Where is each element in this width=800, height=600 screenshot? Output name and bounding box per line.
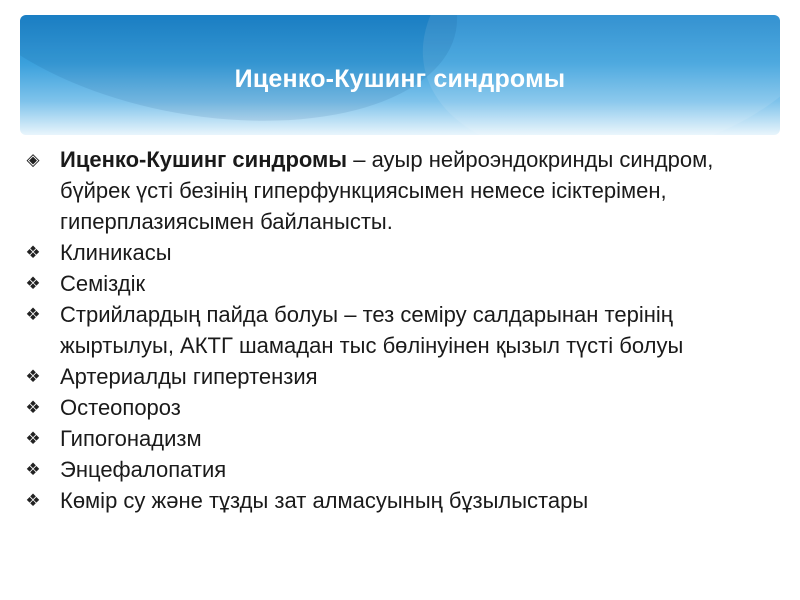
- list-item: [20, 423, 770, 454]
- list-item-text: Энцефалопатия: [60, 457, 227, 482]
- list-item-text: Стрийлардың пайда болуы – тез семіру салдарынан терінің жыртылуы, АКТГ шамадан тыс бөлінуінен қызыл түсті болуы: [60, 302, 684, 358]
- diamond-bullet-icon: ❖: [25, 367, 41, 386]
- diamond-bullet-icon: ❖: [25, 274, 41, 293]
- diamond-bullet-icon: ❖: [25, 491, 41, 510]
- list-item: [20, 361, 770, 392]
- list-item-text: Артериалды гипертензия: [60, 364, 318, 389]
- list-item: [20, 237, 770, 268]
- list-item-text: Клиникасы: [60, 240, 172, 265]
- slide-title: Иценко-Кушинг синдромы: [234, 65, 566, 93]
- list-item: [20, 268, 770, 299]
- list-item: [20, 299, 770, 361]
- list-item-text: Семіздік: [60, 271, 146, 296]
- diamond-bullet-icon: ❖: [25, 243, 41, 262]
- list-item: [20, 485, 770, 516]
- list-item-text: Гипогонадизм: [60, 426, 202, 451]
- list-item: [20, 454, 770, 485]
- term-heading: Иценко-Кушинг синдромы: [60, 147, 348, 172]
- list-item: [20, 144, 770, 237]
- list-item-text: Көмір су және тұзды зат алмасуының бұзылыстары: [60, 488, 589, 513]
- diamond-bullet-icon: ❖: [25, 305, 41, 324]
- bullet-list: [20, 144, 770, 516]
- diamond-bullet-icon: ❖: [25, 460, 41, 479]
- list-item: [20, 392, 770, 423]
- diamond-bullet-icon: ❖: [25, 398, 41, 417]
- list-item-text: Остеопороз: [60, 395, 181, 420]
- diamond-bullet-icon: ◈: [26, 150, 40, 169]
- term-definition: – ауыр нейроэндокринды синдром, бүйрек үсті безінің гиперфункциясымен немесе ісіктерімен, гиперплазиясымен байланысты.: [60, 147, 714, 234]
- diamond-bullet-icon: ❖: [25, 429, 41, 448]
